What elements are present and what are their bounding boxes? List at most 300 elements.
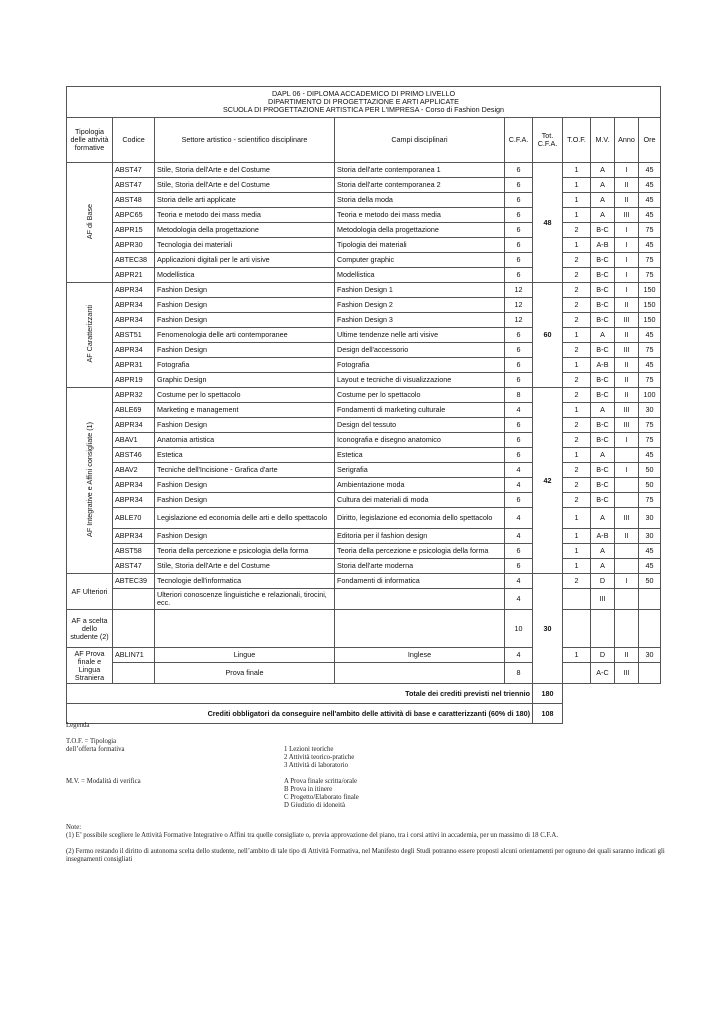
cell-settore: Fashion Design [155,529,335,544]
table-row [67,223,661,238]
note-title: Note: [66,824,82,831]
cell-codice: ABPR34 [113,313,155,328]
cell-mv: B-C [591,268,615,283]
total-credits-value: 180 [533,684,563,704]
cell-mv: A [591,163,615,178]
cell-cfa: 12 [505,283,533,298]
cell-settore: Marketing e management [155,403,335,418]
table-row [67,283,661,298]
cell-campi: Iconografia e disegno anatomico [335,433,505,448]
cell-codice: ABST51 [113,328,155,343]
cell-tof: 2 [563,463,591,478]
cell-tof: 2 [563,343,591,358]
cell-campi: Ultime tendenze nelle arti visive [335,328,505,343]
cell-mv: A-B [591,358,615,373]
cell-codice [113,589,155,610]
cell-tof: 2 [563,268,591,283]
cell-codice: ABPR34 [113,478,155,493]
cell-mv: B-C [591,253,615,268]
tof-label-2: dell’offerta formativa [66,746,125,753]
cell-settore [155,610,335,648]
cell-cfa: 8 [505,663,533,684]
cell-mv: A [591,508,615,529]
cell-mv: B-C [591,373,615,388]
cell-ore: 75 [639,268,661,283]
total-credits-row [67,684,661,704]
cell-campi: Computer graphic [335,253,505,268]
curriculum-document [66,86,660,724]
group-label-text: AF Caratterizzanti [84,305,94,363]
cell-settore: Fashion Design [155,298,335,313]
cell-settore: Prova finale [155,663,335,684]
group-total-integr: 42 [533,388,563,574]
cell-codice: ABPR34 [113,493,155,508]
cell-anno: III [615,208,639,223]
cell-tof [563,589,591,610]
cell-campi: Fashion Design 2 [335,298,505,313]
cell-ore: 30 [639,529,661,544]
cell-anno: III [615,313,639,328]
cell-mv: A [591,559,615,574]
cell-settore: Lingue [155,648,335,663]
cell-ore: 100 [639,388,661,403]
cell-anno [615,589,639,610]
cell-settore: Tecnologie dell'informatica [155,574,335,589]
cell-settore: Fashion Design [155,313,335,328]
table-row [67,388,661,403]
cell-codice: ABST47 [113,163,155,178]
cell-settore: Fashion Design [155,283,335,298]
cell-anno: III [615,418,639,433]
mv-item: B Prova in itinere [284,786,333,793]
cell-anno: I [615,223,639,238]
cell-cfa: 6 [505,373,533,388]
cell-anno: II [615,648,639,663]
group-total-base: 48 [533,163,563,283]
cell-codice: ABPR31 [113,358,155,373]
column-header-row [67,118,661,163]
cell-settore: Fashion Design [155,493,335,508]
cell-settore: Fotografia [155,358,335,373]
cell-ore: 75 [639,373,661,388]
cell-campi: Tipologia dei materiali [335,238,505,253]
cell-campi: Ambientazione moda [335,478,505,493]
cell-mv: A [591,208,615,223]
cell-mv: B-C [591,283,615,298]
table-row [67,193,661,208]
cell-settore: Fashion Design [155,478,335,493]
cell-campi [335,589,505,610]
cell-ore [639,589,661,610]
cell-campi: Design del tessuto [335,418,505,433]
cell-campi: Cultura dei materiali di moda [335,493,505,508]
cell-cfa: 4 [505,589,533,610]
cell-campi: Teoria della percezione e psicologia della forma [335,544,505,559]
mv-item: D Giudizio di idoneità [284,802,345,809]
cell-tof: 2 [563,493,591,508]
cell-codice: ABAV2 [113,463,155,478]
cell-ore: 45 [639,559,661,574]
cell-tof: 1 [563,328,591,343]
table-row [67,208,661,223]
col-codice: Codice [113,118,155,163]
cell-cfa: 4 [505,529,533,544]
table-row [67,478,661,493]
group-label-integr [67,388,113,574]
table-row [67,163,661,178]
cell-campi: Metodologia della progettazione [335,223,505,238]
cell-anno: III [615,403,639,418]
cell-codice: ABST47 [113,559,155,574]
cell-settore: Costume per lo spettacolo [155,388,335,403]
cell-campi: Fashion Design 1 [335,283,505,298]
cell-campi: Costume per lo spettacolo [335,388,505,403]
table-row [67,544,661,559]
cell-ore: 50 [639,574,661,589]
cell-campi: Estetica [335,448,505,463]
cell-codice: ABPR15 [113,223,155,238]
tof-item: 1 Lezioni teoriche [284,746,334,753]
table-row [67,343,661,358]
cell-anno [615,610,639,648]
cell-anno: II [615,298,639,313]
cell-mv: B-C [591,313,615,328]
cell-mv: A-C [591,663,615,684]
cell-mv: A [591,448,615,463]
cell-tof: 2 [563,418,591,433]
table-row [67,418,661,433]
table-row [67,559,661,574]
cell-mv: III [591,589,615,610]
cell-settore: Storia delle arti applicate [155,193,335,208]
cell-codice: ABTEC38 [113,253,155,268]
table-row [67,238,661,253]
cell-anno: II [615,373,639,388]
tof-item: 3 Attività di laboratorio [284,762,348,769]
cell-campi: Fondamenti di marketing culturale [335,403,505,418]
cell-tof: 1 [563,508,591,529]
cell-tof: 1 [563,544,591,559]
group-total-rest: 30 [533,574,563,684]
cell-cfa: 12 [505,298,533,313]
table-row [67,433,661,448]
cell-ore: 150 [639,313,661,328]
table-row [67,648,661,663]
cell-anno: I [615,283,639,298]
cell-campi: Inglese [335,648,505,663]
cell-tof: 1 [563,178,591,193]
cell-ore: 30 [639,508,661,529]
title-line-3: SCUOLA DI PROGETTAZIONE ARTISTICA PER L'IMPRESA - Corso di Fashion Design [222,105,505,114]
cell-campi: Modellistica [335,268,505,283]
cell-ore: 30 [639,648,661,663]
cell-settore: Teoria della percezione e psicologia della forma [155,544,335,559]
cell-cfa: 6 [505,208,533,223]
col-mv: M.V. [591,118,615,163]
cell-settore: Stile, Storia dell'Arte e del Costume [155,163,335,178]
cell-anno: II [615,529,639,544]
cell-anno: II [615,178,639,193]
cell-settore: Ulteriori conoscenze linguistiche e relazionali, tirocini, ecc. [155,589,335,610]
cell-tof: 1 [563,648,591,663]
cell-anno: I [615,463,639,478]
cell-settore: Modellistica [155,268,335,283]
cell-anno [615,478,639,493]
cell-campi: Diritto, legislazione ed economia dello spettacolo [335,508,505,529]
cell-codice: ABST58 [113,544,155,559]
cell-settore: Stile, Storia dell'Arte e del Costume [155,559,335,574]
cell-codice: ABPC65 [113,208,155,223]
cell-cfa: 4 [505,478,533,493]
cell-anno [615,493,639,508]
cell-mv: A [591,328,615,343]
cell-ore: 75 [639,433,661,448]
cell-cfa: 6 [505,163,533,178]
cell-codice: ABLE69 [113,403,155,418]
cell-cfa: 6 [505,328,533,343]
cell-mv [591,610,615,648]
cell-codice: ABST46 [113,448,155,463]
group-label-base [67,163,113,283]
cell-mv: B-C [591,463,615,478]
empty-cell [563,684,661,704]
cell-tof: 2 [563,373,591,388]
cell-settore: Tecniche dell'Incisione - Grafica d'arte [155,463,335,478]
table-row [67,313,661,328]
cell-mv: B-C [591,493,615,508]
cell-ore: 45 [639,238,661,253]
table-title [67,87,661,118]
curriculum-table [66,86,661,724]
cell-cfa: 6 [505,238,533,253]
cell-mv: A [591,178,615,193]
cell-mv: B-C [591,223,615,238]
cell-anno: I [615,433,639,448]
cell-tof: 1 [563,529,591,544]
cell-campi: Fashion Design 3 [335,313,505,328]
cell-tof: 1 [563,559,591,574]
col-tof: T.O.F. [563,118,591,163]
cell-cfa: 6 [505,418,533,433]
cell-mv: B-C [591,298,615,313]
cell-campi: Storia dell'arte contemporanea 1 [335,163,505,178]
cell-codice [113,610,155,648]
cell-ore: 45 [639,328,661,343]
cell-mv: A-B [591,529,615,544]
cell-mv: A [591,193,615,208]
cell-anno: II [615,193,639,208]
col-ore: Ore [639,118,661,163]
col-settore: Settore artistico - scientifico disciplinare [155,118,335,163]
group-label-ulteriori: AF Ulteriori [67,574,113,610]
cell-anno: III [615,508,639,529]
cell-cfa: 6 [505,268,533,283]
table-row [67,373,661,388]
cell-mv: B-C [591,418,615,433]
mandatory-credits-value: 108 [533,704,563,724]
cell-campi: Design dell'accessorio [335,343,505,358]
cell-codice: ABPR34 [113,283,155,298]
cell-codice: ABPR21 [113,268,155,283]
cell-codice: ABST47 [113,178,155,193]
table-row [67,529,661,544]
cell-mv: B-C [591,343,615,358]
cell-cfa: 6 [505,544,533,559]
mandatory-credits-row [67,704,661,724]
cell-ore: 75 [639,343,661,358]
cell-cfa: 4 [505,508,533,529]
cell-codice: ABPR30 [113,238,155,253]
cell-tof: 2 [563,388,591,403]
cell-ore: 75 [639,418,661,433]
cell-mv: A [591,544,615,559]
cell-campi: Teoria e metodo dei mass media [335,208,505,223]
group-label-prova: AF Prova finale e Lingua Straniera [67,648,113,684]
note-2: (2) Fermo restando il diritto di autonoma scelta dello studente, nell’ambito di tale tipo di Attività Formativa, nel Manifesto degli Studi potranno essere proposti alcuni orientamenti per ognuno dei quali saranno indicati gli insegnamenti consigliati [66,848,665,863]
table-row [67,448,661,463]
cell-codice: ABTEC39 [113,574,155,589]
table-row [67,610,661,648]
cell-tof: 1 [563,403,591,418]
col-tot: Tot. C.F.A. [533,118,563,163]
cell-codice: ABPR34 [113,529,155,544]
cell-mv: D [591,574,615,589]
cell-anno: I [615,268,639,283]
cell-ore: 45 [639,193,661,208]
cell-codice: ABST48 [113,193,155,208]
table-row [67,298,661,313]
note-1: (1) E’ possibile scegliere le Attività Formative Integrative o Affini tra quelle consigliate o, previa approvazione del piano, tra i corsi attivi in accademia, per un massimo di 18 C.F.A. [66,832,559,839]
col-cfa: C.F.A. [505,118,533,163]
cell-tof: 1 [563,358,591,373]
cell-cfa: 6 [505,433,533,448]
tof-item: 2 Attività teorico-pratiche [284,754,355,761]
cell-ore: 45 [639,358,661,373]
cell-anno [615,559,639,574]
cell-anno: III [615,343,639,358]
table-row [67,463,661,478]
table-row [67,493,661,508]
cell-campi: Layout e tecniche di visualizzazione [335,373,505,388]
cell-codice: ABAV1 [113,433,155,448]
cell-cfa: 4 [505,574,533,589]
cell-cfa: 8 [505,388,533,403]
cell-cfa: 4 [505,403,533,418]
cell-anno: I [615,574,639,589]
cell-cfa: 6 [505,448,533,463]
cell-settore: Anatomia artistica [155,433,335,448]
table-row [67,663,661,684]
cell-cfa: 6 [505,193,533,208]
cell-codice: ABPR32 [113,388,155,403]
mv-label: M.V. = Modalità di verifica [66,778,141,785]
cell-settore: Stile, Storia dell'Arte e del Costume [155,178,335,193]
cell-ore: 45 [639,178,661,193]
cell-anno: II [615,358,639,373]
cell-settore: Fenomenologia delle arti contemporanee [155,328,335,343]
cell-tof: 1 [563,193,591,208]
cell-campi: Storia della moda [335,193,505,208]
table-row [67,508,661,529]
cell-campi: Fondamenti di informatica [335,574,505,589]
cell-ore: 45 [639,208,661,223]
cell-cfa: 12 [505,313,533,328]
cell-tof [563,610,591,648]
mandatory-credits-label: Crediti obbligatori da conseguire nell'ambito delle attività di base e caratterizzanti (60% di 180) [67,704,533,724]
cell-anno: I [615,253,639,268]
cell-cfa: 4 [505,463,533,478]
table-row [67,574,661,589]
cell-tof: 1 [563,208,591,223]
cell-mv: B-C [591,388,615,403]
cell-tof: 2 [563,283,591,298]
cell-settore: Legislazione ed economia delle arti e dello spettacolo [155,508,335,529]
cell-mv: B-C [591,478,615,493]
group-label-caratt [67,283,113,388]
cell-cfa: 6 [505,559,533,574]
cell-campi [335,663,505,684]
cell-ore: 30 [639,403,661,418]
cell-tof: 2 [563,433,591,448]
col-tipologia: Tipologia delle attività formative [67,118,113,163]
cell-settore: Tecnologia dei materiali [155,238,335,253]
cell-campi: Fotografia [335,358,505,373]
table-row [67,358,661,373]
group-label-text: AF Integrative e Affini consigliate (1) [84,422,94,537]
cell-tof: 2 [563,298,591,313]
cell-campi: Editoria per il fashion design [335,529,505,544]
cell-campi: Serigrafia [335,463,505,478]
legend-title: Legenda [66,722,90,729]
cell-settore: Estetica [155,448,335,463]
cell-ore: 75 [639,493,661,508]
cell-campi: Storia dell'arte contemporanea 2 [335,178,505,193]
cell-cfa: 10 [505,610,533,648]
cell-settore: Teoria e metodo dei mass media [155,208,335,223]
cell-mv: A [591,403,615,418]
empty-cell [563,704,661,724]
cell-ore [639,663,661,684]
cell-cfa: 6 [505,253,533,268]
cell-anno: I [615,163,639,178]
cell-codice: ABPR34 [113,298,155,313]
cell-codice: ABLIN71 [113,648,155,663]
cell-tof: 2 [563,253,591,268]
cell-tof: 1 [563,163,591,178]
cell-tof: 1 [563,448,591,463]
cell-cfa: 6 [505,493,533,508]
cell-cfa: 6 [505,178,533,193]
cell-codice: ABPR34 [113,418,155,433]
cell-tof [563,663,591,684]
cell-tof: 2 [563,574,591,589]
cell-codice: ABPR19 [113,373,155,388]
cell-mv: D [591,648,615,663]
cell-ore: 50 [639,478,661,493]
cell-ore: 75 [639,223,661,238]
cell-ore [639,610,661,648]
cell-settore: Fashion Design [155,418,335,433]
cell-settore: Applicazioni digitali per le arti visive [155,253,335,268]
cell-tof: 2 [563,478,591,493]
table-row [67,328,661,343]
cell-anno [615,448,639,463]
cell-ore: 50 [639,463,661,478]
cell-mv: A-B [591,238,615,253]
cell-settore: Fashion Design [155,343,335,358]
cell-settore: Graphic Design [155,373,335,388]
table-row [67,403,661,418]
